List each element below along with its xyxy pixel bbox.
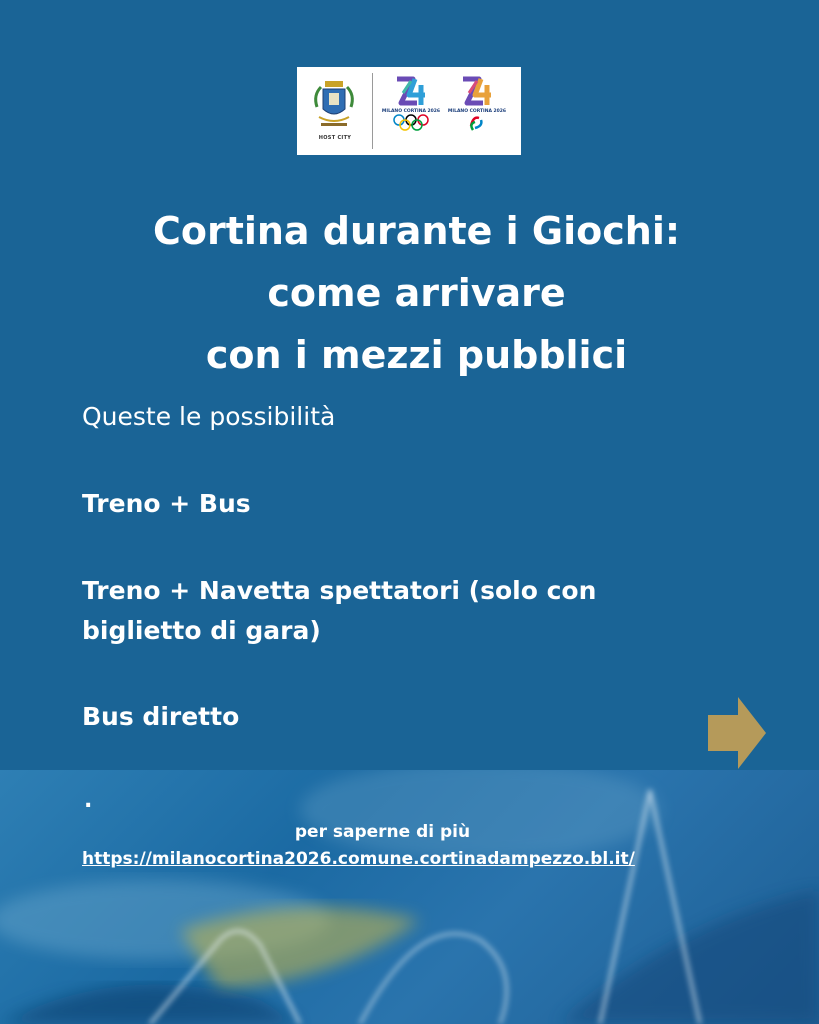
olympic-logo bbox=[381, 75, 441, 147]
page-title bbox=[0, 200, 819, 386]
next-arrow-icon[interactable] bbox=[708, 697, 766, 769]
host-city-label: HOST CITY bbox=[318, 135, 352, 141]
olympic-logo-icon bbox=[391, 75, 431, 109]
option-direct-bus: Bus diretto bbox=[82, 702, 240, 731]
olympic-rings-icon bbox=[391, 114, 431, 132]
title-line-3: con i mezzi pubblici bbox=[205, 333, 628, 377]
paralympic-logo-icon bbox=[457, 75, 497, 109]
more-info-label: per saperne di più bbox=[294, 822, 471, 842]
partner-logos bbox=[297, 67, 521, 155]
crest-icon bbox=[311, 77, 357, 133]
title-line-1: Cortina durante i Giochi: bbox=[152, 209, 681, 253]
paralympic-logo bbox=[447, 75, 507, 147]
intro-text: Queste le possibilità bbox=[82, 402, 336, 431]
separator-dot: . bbox=[84, 788, 93, 813]
title-line-2: come arrivare bbox=[267, 271, 566, 315]
option-train-bus: Treno + Bus bbox=[82, 489, 251, 518]
paralympic-logo-text: MILANO CORTINA 2026 bbox=[447, 109, 507, 114]
agitos-icon bbox=[457, 114, 497, 132]
option-train-shuttle: Treno + Navetta spettatori (solo con biglietto di gara) bbox=[82, 576, 597, 645]
logo-divider bbox=[372, 73, 373, 149]
website-link[interactable]: https://milanocortina2026.comune.cortinadampezzo.bl.it/ bbox=[82, 849, 635, 869]
olympic-logo-text: MILANO CORTINA 2026 bbox=[381, 109, 441, 114]
background-photo bbox=[0, 770, 819, 1024]
